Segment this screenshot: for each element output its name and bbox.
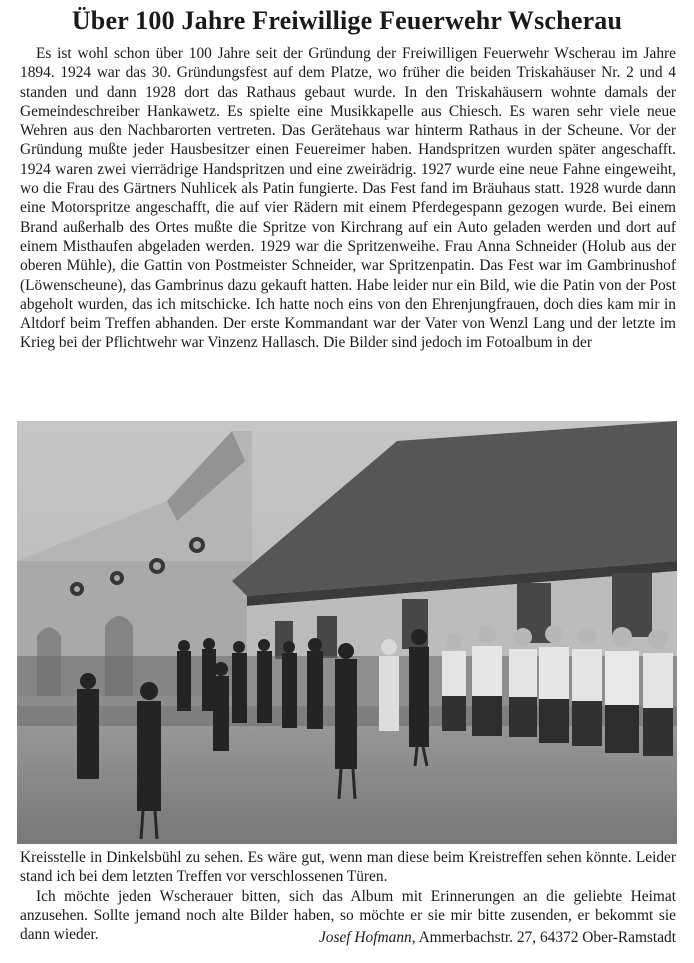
- paragraph-intro-continued: Kreisstelle in Dinkelsbühl zu sehen. Es wäre gut, wenn man diese beim Kreistreffen sehen könnte. Leider stand ich bei dem letzten Treffen vor verschlossenen Türen.: [20, 849, 676, 886]
- author-address: , Ammerbachstr. 27, 64372 Ober-Ramstadt: [411, 929, 676, 946]
- article-title: Über 100 Jahre Freiwillige Feuerwehr Wscherau: [71, 6, 623, 35]
- author-signature: [319, 928, 676, 947]
- historic-photo: [17, 421, 677, 844]
- paragraph-request: Ich möchte jeden Wscherauer bitten, sich das Album mit Erinnerungen an die geliebte Heimat anzusehen. Sollte jemand noch alte Bilder haben, so möchte er sie mir bitte zusenden, er bekommt sie dann wieder.: [20, 887, 676, 944]
- author-name: Josef Hofmann: [318, 929, 412, 946]
- paragraph-intro: Es ist wohl schon über 100 Jahre seit der Gründung der Freiwilligen Feuerwehr Wscherau im Jahre 1894. 1924 war das 30. Gründungsfest auf dem Platze, wo früher die beiden Triskahäuser Nr. 2 und 4 standen und dann 1928 dort das Rathaus gebaut wurde. In den Triskahäusern wohnte damals der Gemeindeschreiber Hankawetz. Es spielte eine Musikkapelle aus Chiesch. Es waren sehr viele neue Wehren aus den Nachbarorten vertreten. Das Gerätehaus war hinterm Rathaus in der Scheune. Vor der Gründung mußte jeder Hausbesitzer einen Feuereimer haben. Handspritzen wurden später angeschafft. 1924 waren zwei vierrädrige Handspritzen und eine zweirädrig. 1927 wurde eine neue Fahne eingeweiht, wo die Frau des Gärtners Nuhlicek als Patin fungierte. Das Fest fand im Bräuhaus statt. 1928 wurde dann eine Motorspritze angeschafft, die auf vier Rädern mit einem Pferdegespann gezogen wurde. Bei einem Brand außerhalb des Ortes mußte die Spritze von Kirchrang auf ein Auto geladen werden und dort auf einem Misthaufen abgeladen werden. 1929 war die Spritzenweihe. Frau Anna Schneider (Holub aus der oberen Mühle), die Gattin von Postmeister Schneider, war Spritzenpatin. Das Fest war im Gambrinushof (Löwenscheune), das Gambrinus dazu gekauft hatten. Habe leider nur ein Bild, wie die Patin von der Post abgeholt wurden, das ich mitschicke. Ich hatte noch eins von den Ehrenjungfrauen, doch dies kam mir in Altdorf beim Treffen abhanden. Der erste Kommandant war der Vater von Wenzl Lang und der letzte im Krieg bei der Pflichtwehr war Vinzenz Hallasch. Die Bilder sind jedoch im Fotoalbum in der: [20, 45, 676, 352]
- parade-photo-illustration: [17, 421, 677, 844]
